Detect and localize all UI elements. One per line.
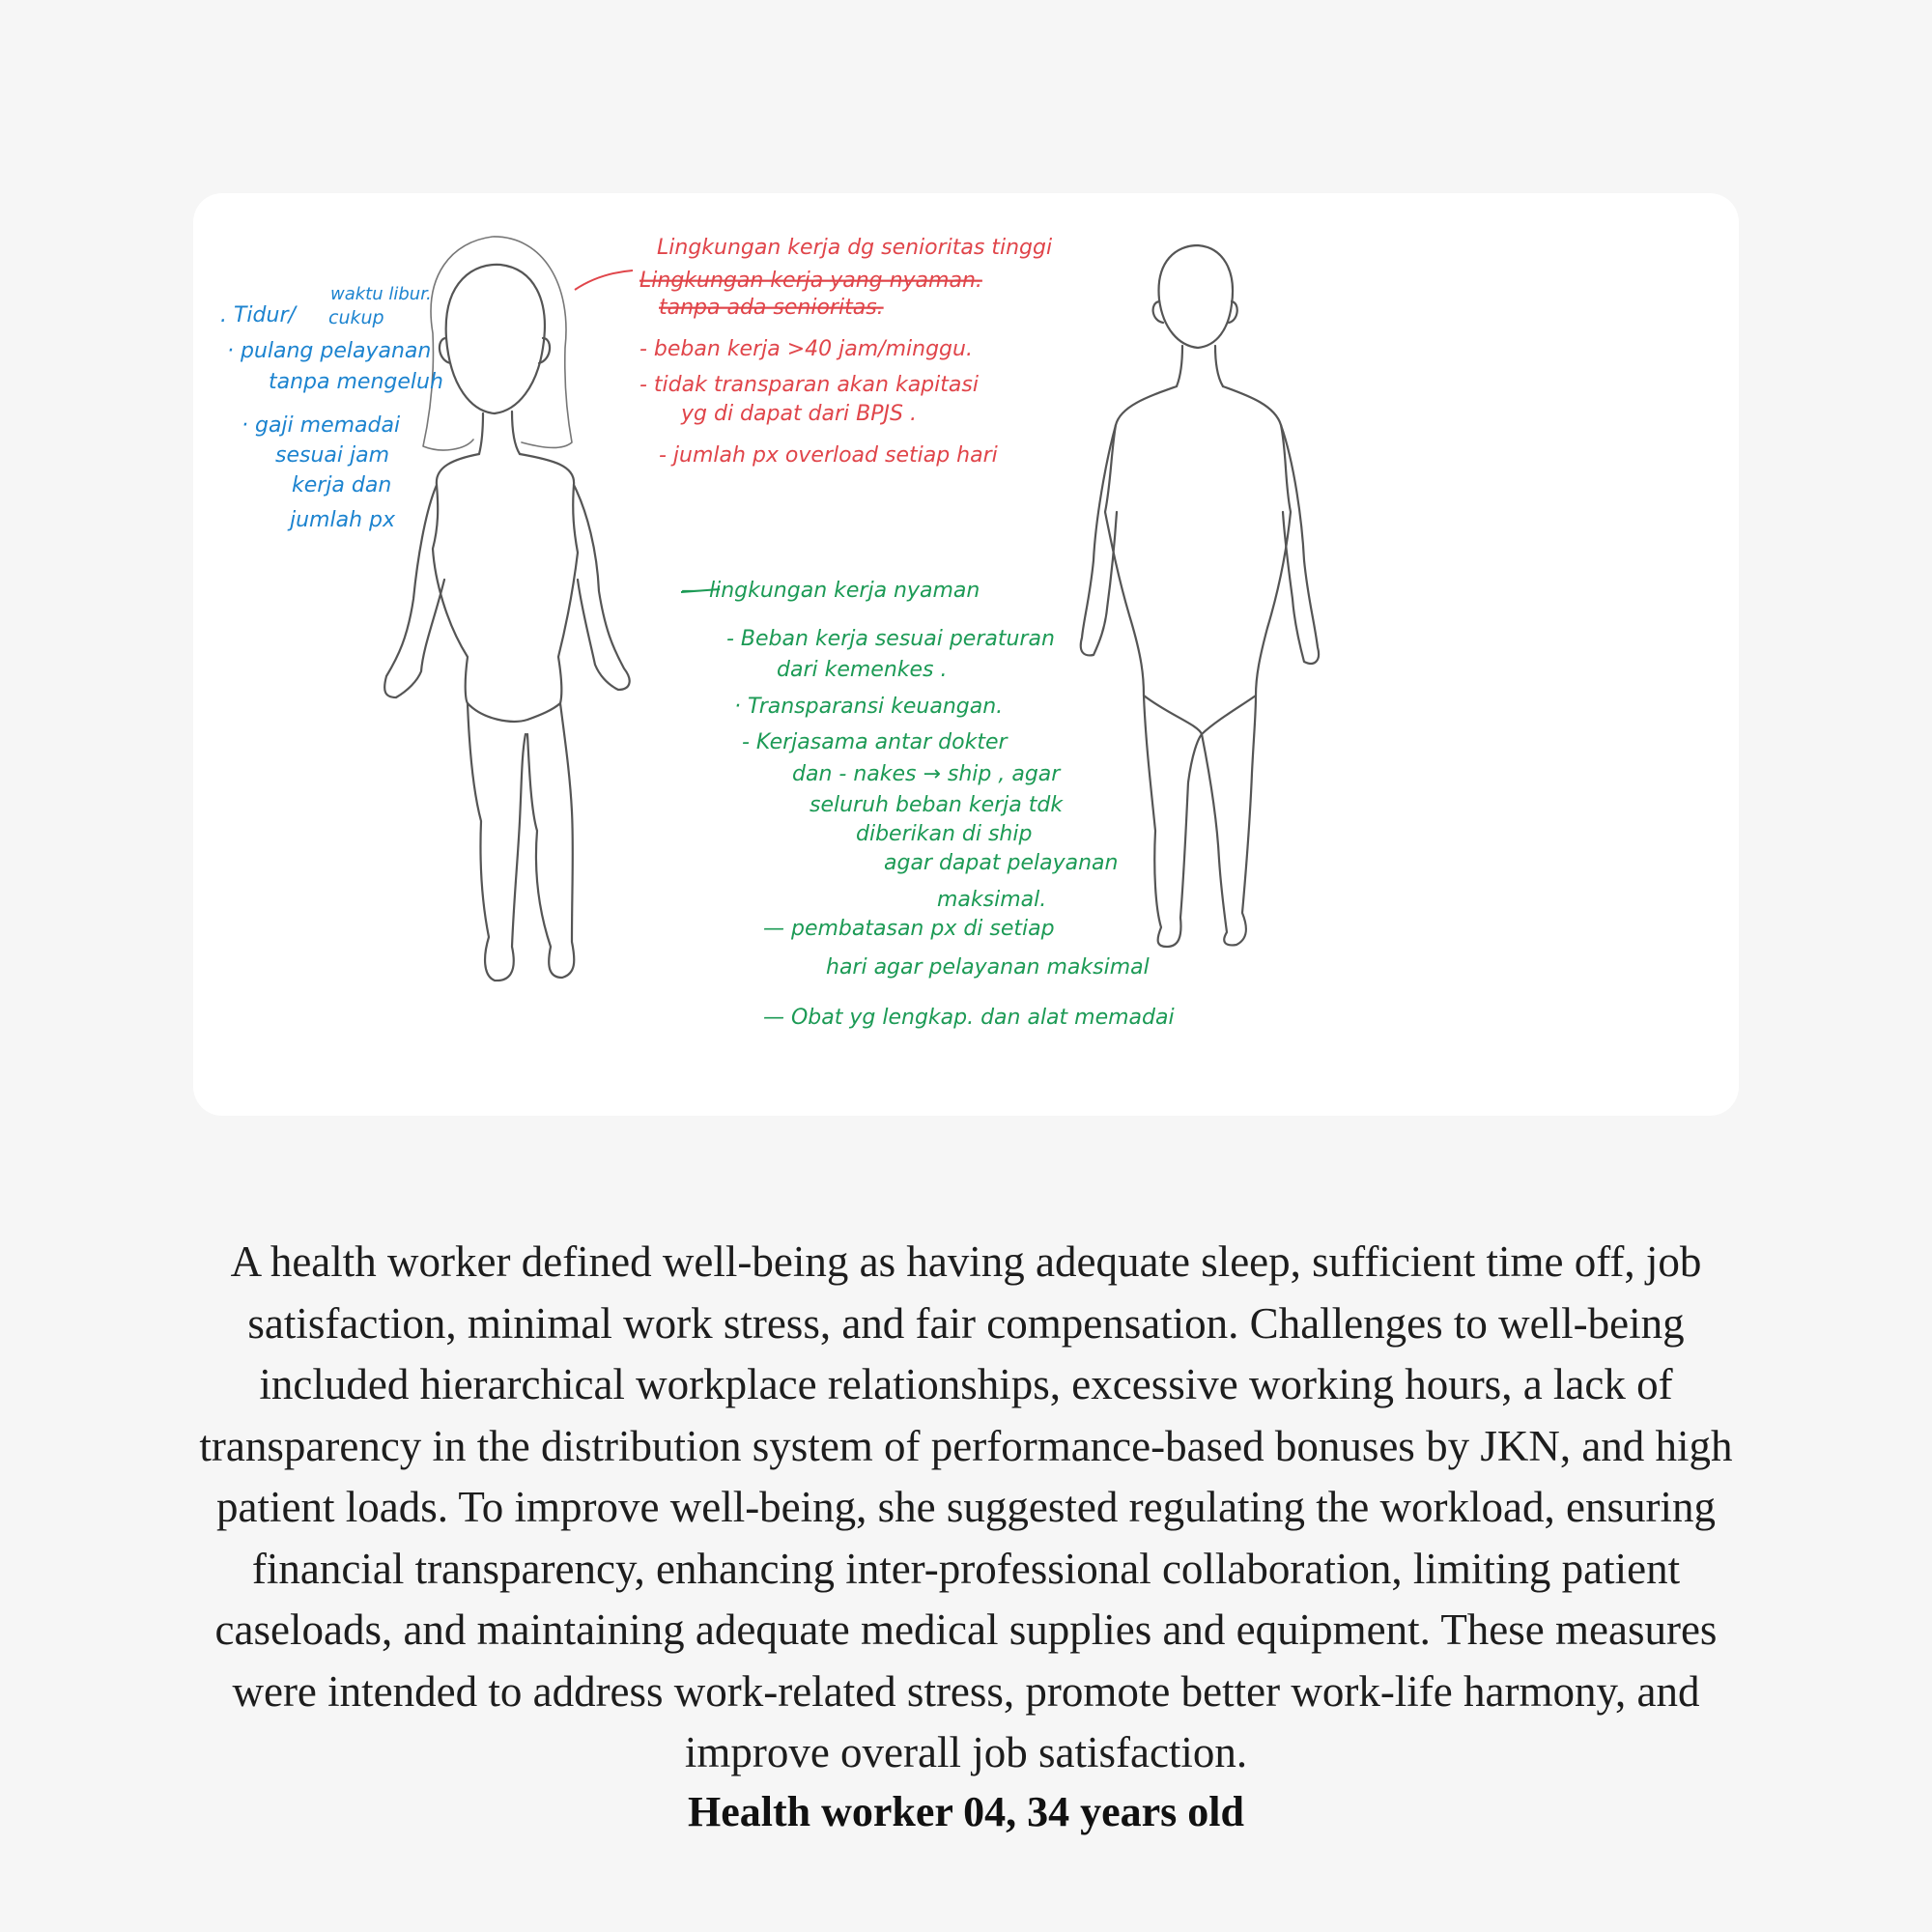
caption-paragraph: A health worker defined well-being as having adequate sleep, sufficient time off, job satisfaction, minimal work stress, and fair compensation. Challenges to well-being included hierarchical workplace relationships, excessive working hours, a lack of transparency in the distribution system of performance-based bonuses by JKN, and high patient loads. To improve well-being, she suggested regulating the workload, ensuring financial transparency, enhancing inter-professional collaboration, limiting patient caseloads, and maintaining adequate medical supplies and equipment. These measures were intended to address work-related stress, promote better work-life harmony, and improve overall job satisfaction.: [199, 1237, 1733, 1776]
green-note: — lingkungan kerja nyaman: [681, 579, 980, 603]
green-note: - Beban kerja sesuai peraturan: [726, 627, 1055, 651]
blue-note: sesuai jam: [275, 443, 390, 468]
red-note: - tidak transparan akan kapitasi: [639, 373, 979, 397]
red-note: - beban kerja >40 jam/minggu.: [639, 337, 973, 361]
male-torso: [1105, 386, 1291, 696]
green-note: — Obat yg lengkap. dan alat memadai: [763, 1006, 1175, 1030]
blue-note: jumlah px: [290, 508, 396, 532]
green-note: dan - nakes → ship , agar: [792, 762, 1061, 786]
green-note: — pembatasan px di setiap: [763, 917, 1055, 941]
red-note: Lingkungan kerja dg senioritas tinggi: [657, 236, 1053, 260]
red-note: yg di dapat dari BPJS .: [681, 402, 917, 426]
blue-note: tanpa mengeluh: [269, 370, 443, 394]
green-note: - Kerjasama antar dokter: [742, 730, 1008, 754]
blue-note: kerja dan: [292, 473, 392, 497]
green-note: agar dapat pelayanan: [884, 851, 1119, 875]
female-torso: [433, 454, 578, 703]
blue-note: . Tidur/: [220, 303, 296, 327]
male-arms: [1081, 425, 1319, 664]
blue-note: waktu libur.: [330, 284, 432, 304]
female-legs: [468, 703, 574, 980]
blue-note: cukup: [328, 307, 384, 328]
green-note: seluruh beban kerja tdk: [810, 793, 1064, 817]
green-note: diberikan di ship: [856, 822, 1033, 846]
female-head: [446, 265, 545, 413]
male-head: [1159, 245, 1233, 348]
female-ears: [440, 338, 550, 363]
red-note: - jumlah px overload setiap hari: [659, 443, 998, 468]
male-neck: [1177, 346, 1223, 386]
male-legs: [1144, 696, 1256, 947]
male-ears: [1153, 301, 1237, 323]
red-notes: [639, 236, 1052, 468]
respondent-credit: Health worker 04, 34 years old: [687, 1788, 1245, 1835]
green-note: · Transparansi keuangan.: [734, 695, 1004, 719]
female-neck: [479, 412, 520, 454]
green-notes: [681, 579, 1175, 1030]
red-note: tanpa ada senioritas.: [659, 296, 884, 320]
male-body-outline: [1081, 245, 1319, 947]
green-note: maksimal.: [937, 888, 1047, 912]
sketch-card: [193, 193, 1739, 1116]
blue-notes: [220, 284, 443, 532]
green-note: hari agar pelayanan maksimal: [826, 955, 1150, 980]
body-map-sketch: [193, 193, 1739, 1116]
blue-note: · pulang pelayanan: [227, 339, 432, 363]
female-arms: [384, 485, 630, 697]
red-note: Lingkungan kerja yang nyaman.: [639, 269, 982, 293]
blue-note: · gaji memadai: [242, 413, 401, 438]
green-note: dari kemenkes .: [777, 658, 948, 682]
pointer-line: [575, 270, 633, 290]
